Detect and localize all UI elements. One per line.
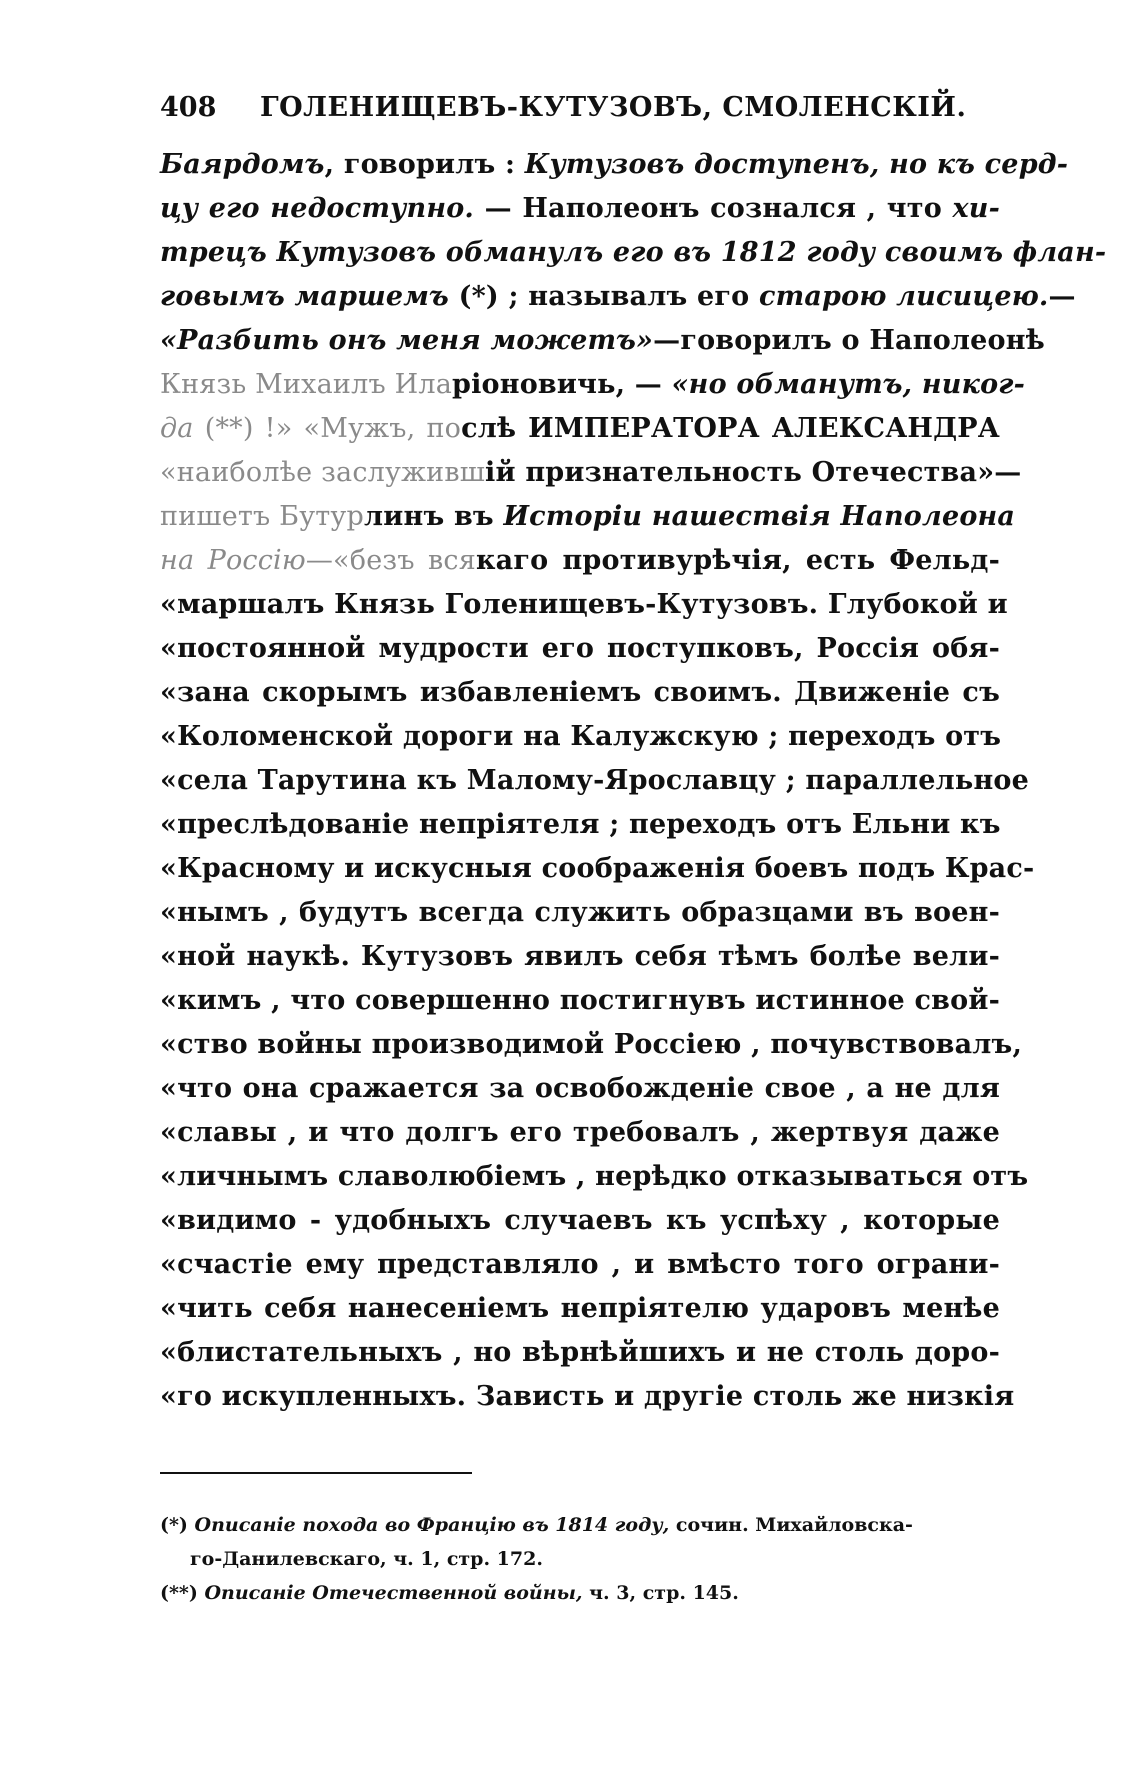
text-line [160,1331,1000,1375]
text-segment: «нымъ , будутъ всегда служить образцами въ воен- [160,897,1000,928]
text-segment: цу его недоступно. [160,193,475,224]
text-segment: «славы , и что долгъ его требовалъ , жертвуя даже [160,1117,1000,1148]
text-segment: Кутузовъ доступенъ, но къ серд- [524,149,1069,180]
text-segment: «наиболѣе заслуживш [160,457,486,488]
footnote-segment: (**) [160,1582,205,1604]
text-segment: «блистательныхъ , но вѣрнѣйшихъ и не столь доро- [160,1337,1000,1368]
text-segment: «Разбить онъ меня можетъ» [160,325,654,356]
text-line [160,979,1000,1023]
text-line [160,935,1000,979]
text-segment: ріоновичь, — [452,369,672,400]
footnote [160,1576,1000,1610]
text-line [160,1243,1000,1287]
text-segment: —говорилъ о Наполеонѣ [653,325,1045,356]
text-segment: Баярдомъ [160,149,325,180]
text-line [160,363,1026,407]
text-segment: линъ въ [364,501,504,532]
text-segment: , говорилъ : [324,149,525,180]
text-segment: — Наполеонъ сознался , что [474,193,953,224]
text-segment: «Коломенской дороги на Калужскую ; переходъ отъ [160,721,1002,752]
text-segment: «счастіе ему представляло , и вмѣсто того ограни- [160,1249,1000,1280]
footnote-line [160,1508,1000,1542]
text-line [160,1375,1015,1419]
text-segment: «видимо - удобныхъ случаевъ къ успѣху , которые [160,1205,1000,1236]
text-segment: «но обманутъ, никог- [671,369,1026,400]
text-segment: «постоянной мудрости его поступковъ, Россія обя- [160,633,1000,664]
footnote-segment: Описаніе Отечественной войны, [204,1582,583,1604]
page-number: 408 [160,92,217,123]
footnote-segment: Описаніе похода во Францію въ 1814 году, [194,1514,670,1536]
text-segment: «кимъ , что совершенно постигнувъ истинное свой- [160,985,1000,1016]
text-segment: трецъ Кутузовъ обманулъ его въ 1812 году своимъ флан- [160,237,1107,268]
text-line [160,1287,1000,1331]
text-line [160,1067,1000,1111]
text-segment: (*) ; называлъ его [449,281,759,312]
text-line [160,407,1000,451]
text-line [160,319,1045,363]
text-segment: «чить себя нанесеніемъ непріятелю ударовъ менѣе [160,1293,1000,1324]
text-line [160,583,1008,627]
text-segment: «ной наукѣ. Кутузовъ явилъ себя тѣмъ болѣе вели- [160,941,1000,972]
text-line [160,1199,1000,1243]
text-line [160,451,1022,495]
text-segment: каго противурѣчія, есть Фельд- [475,545,1000,576]
footnote-line [160,1542,1000,1576]
text-line [160,803,1000,847]
text-segment: «преслѣдованіе непріятеля ; переходъ отъ Ельни къ [160,809,1001,840]
footnote-line [160,1576,1000,1610]
footnote-divider [160,1472,472,1474]
text-segment: Князь Михаилъ Ила [160,369,453,400]
page-header [160,88,1000,128]
footnote-segment: (*) [160,1514,195,1536]
running-head: ГОЛЕНИЩЕВЪ-КУТУЗОВЪ, СМОЛЕНСКІЙ. [260,92,967,123]
text-line [160,847,1035,891]
text-segment: говымъ маршемъ [160,281,449,312]
text-segment: «зана скорымъ избавленіемъ своимъ. Движеніе съ [160,677,1000,708]
text-line [160,891,1000,935]
text-line [160,539,1000,583]
text-line [160,231,1107,275]
text-segment: «Красному и искусныя соображенія боевъ подъ Крас- [160,853,1035,884]
text-segment: (**) !» «Мужъ, по [193,413,462,444]
text-line [160,1023,1023,1067]
text-line [160,143,1069,187]
footnote-segment: сочин. Михайловска- [669,1514,913,1536]
text-segment: хи- [952,193,1000,224]
text-segment: на Россію [160,545,306,576]
text-line [160,671,1000,715]
text-segment: «го искупленныхъ. Зависть и другіе столь же низкія [160,1381,1015,1412]
text-line [160,275,1076,319]
text-line [160,627,1000,671]
text-segment: старою лисицею. [758,281,1049,312]
text-line [160,187,1000,231]
text-segment: слѣ ИМПЕРАТОРА АЛЕКСАНДРА [461,413,1000,444]
footnote [160,1508,1000,1576]
text-segment: — [1048,281,1076,312]
text-segment: Исторіи нашествія Наполеона [503,501,1016,532]
text-segment: да [160,413,194,444]
text-line [160,759,1029,803]
text-segment: «маршалъ Князь Голенищевъ-Кутузовъ. Глубокой и [160,589,1008,620]
text-segment: ій признательность Отечества»— [485,457,1022,488]
footnotes [160,1508,1000,1610]
text-segment: —«безъ вся [305,545,476,576]
text-segment: «личнымъ славолюбіемъ , нерѣдко отказываться отъ [160,1161,1029,1192]
text-segment: пишетъ Бутур [160,501,365,532]
text-segment: «что она сражается за освобожденіе свое , а не для [160,1073,1000,1104]
body-text [160,143,1107,1419]
text-line [160,1111,1000,1155]
text-segment: «ство войны производимой Россіею , почувствовалъ, [160,1029,1023,1060]
text-segment: «села Тарутина къ Малому-Ярославцу ; параллельное [160,765,1029,796]
footnote-segment: го-Данилевскаго, ч. 1, стр. 172. [190,1548,543,1570]
text-line [160,495,1016,539]
footnote-segment: ч. 3, стр. 145. [582,1582,739,1604]
text-line [160,715,1000,759]
text-line [160,1155,1029,1199]
